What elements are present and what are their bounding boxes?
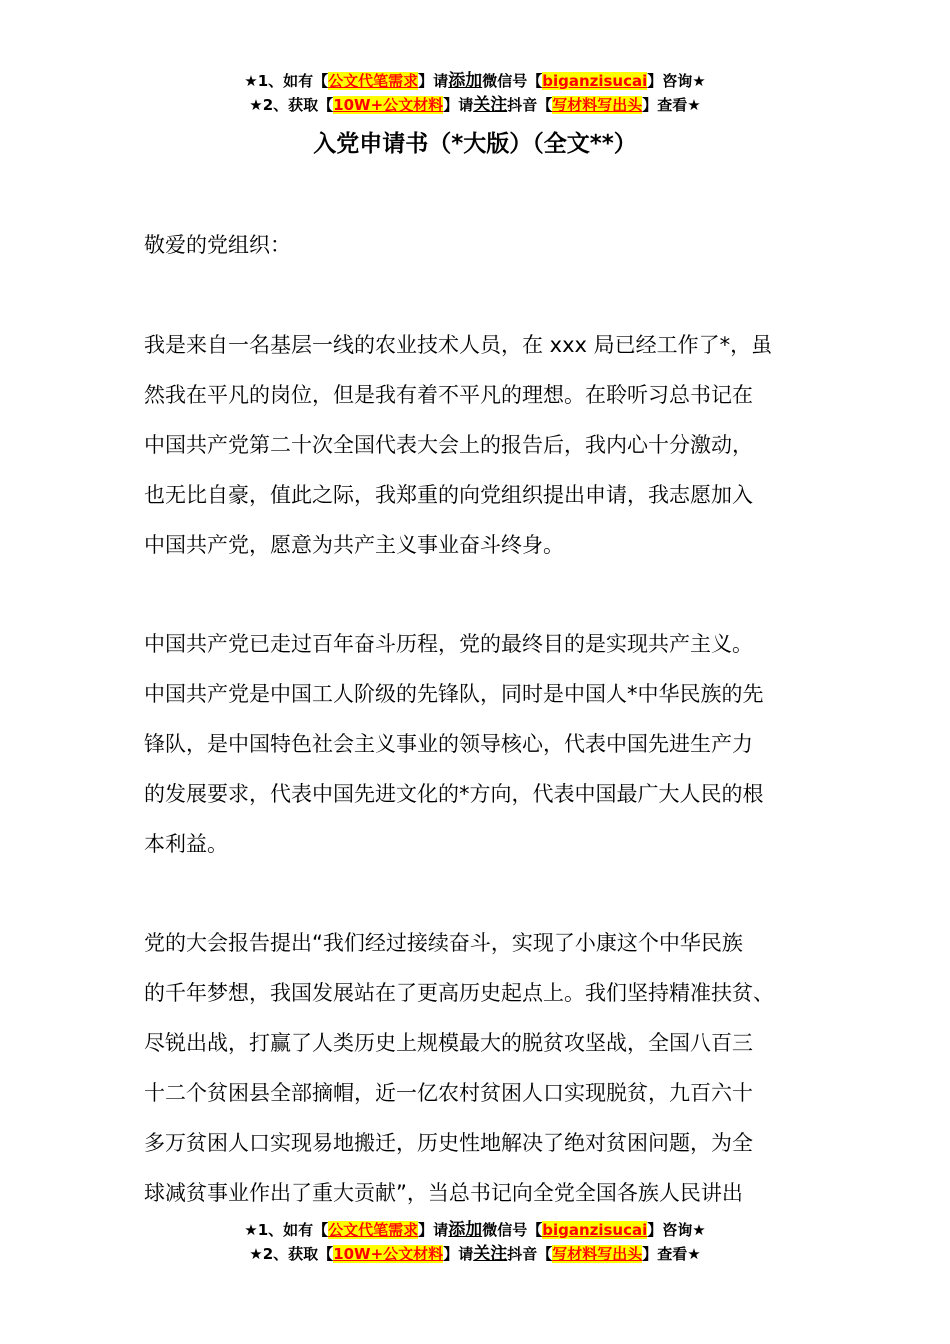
- text-line: 党的大会报告提出“我们经过接续奋斗，实现了小康这个中华民族: [144, 931, 743, 955]
- banner-emphasis: 添加: [448, 1220, 483, 1240]
- banner-line-1: [0, 69, 950, 93]
- star-icon: ★: [244, 72, 258, 90]
- star-icon: ★: [687, 96, 701, 114]
- banner-text: 】咨询: [647, 72, 693, 90]
- banner-text: 微信号【: [482, 72, 543, 90]
- paragraph-2: [144, 619, 824, 869]
- star-icon: ★: [692, 1221, 706, 1239]
- banner-text: 2、获取【: [262, 96, 334, 114]
- text-line: 本利益。: [144, 832, 228, 856]
- paragraph-3: [144, 918, 824, 1218]
- banner-wechat-id: biganzisucai: [542, 72, 648, 90]
- document-title: 入党申请书（*大版）（全文**）: [313, 131, 637, 157]
- text-line: 中国共产党第二十次全国代表大会上的报告后，我内心十分激动，: [144, 433, 753, 457]
- salutation-text: 敬爱的党组织：: [144, 233, 291, 257]
- banner-text: 】请: [418, 1221, 449, 1239]
- banner-line-2: [0, 93, 950, 117]
- banner-douyin-id: 写材料写出头: [552, 96, 643, 114]
- banner-text: 1、如有【: [257, 72, 329, 90]
- banner-emphasis: 关注: [473, 95, 508, 115]
- banner-douyin-id: 写材料写出头: [552, 1245, 643, 1263]
- banner-text: 微信号【: [482, 1221, 543, 1239]
- banner-highlight: 10W+公文材料: [333, 96, 444, 114]
- text-line: 我是来自一名基层一线的农业技术人员，在 xxx 局已经工作了*，虽: [144, 333, 773, 357]
- text-line: 也无比自豪，值此之际，我郑重的向党组织提出申请，我志愿加入: [144, 483, 753, 507]
- banner-text: 抖音【: [507, 1245, 553, 1263]
- text-line: 尽锐出战，打赢了人类历史上规模最大的脱贫攻坚战，全国八百三: [144, 1031, 753, 1055]
- banner-text: 2、获取【: [262, 1245, 334, 1263]
- text-line: 多万贫困人口实现易地搬迁，历史性地解决了绝对贫困问题，为全: [144, 1131, 753, 1155]
- text-line: 然我在平凡的岗位，但是我有着不平凡的理想。在聆听习总书记在: [144, 383, 753, 407]
- banner-text: 】请: [443, 96, 474, 114]
- text-line: 锋队，是中国特色社会主义事业的领导核心，代表中国先进生产力: [144, 732, 753, 756]
- text-line: 的千年梦想，我国发展站在了更高历史起点上。我们坚持精准扶贫、: [144, 981, 774, 1005]
- banner-line-2: [0, 1242, 950, 1266]
- banner-text: 】查看: [642, 1245, 688, 1263]
- star-icon: ★: [249, 1245, 263, 1263]
- banner-line-1: [0, 1218, 950, 1242]
- text-line: 中国共产党是中国工人阶级的先锋队，同时是中国人*中华民族的先: [144, 682, 764, 706]
- star-icon: ★: [244, 1221, 258, 1239]
- text-line: 的发展要求，代表中国先进文化的*方向，代表中国最广大人民的根: [144, 782, 764, 806]
- banner-text: 】咨询: [647, 1221, 693, 1239]
- star-icon: ★: [249, 96, 263, 114]
- salutation: [144, 220, 824, 270]
- text-line: 十二个贫困县全部摘帽，近一亿农村贫困人口实现脱贫，九百六十: [144, 1081, 753, 1105]
- footer-banner: [0, 1218, 950, 1266]
- banner-highlight: 公文代笔需求: [328, 72, 419, 90]
- header-banner: [0, 69, 950, 117]
- banner-highlight: 公文代笔需求: [328, 1221, 419, 1239]
- text-line: 中国共产党，愿意为共产主义事业奋斗终身。: [144, 533, 564, 557]
- banner-text: 】请: [418, 72, 449, 90]
- banner-wechat-id: biganzisucai: [542, 1221, 648, 1239]
- banner-highlight: 10W+公文材料: [333, 1245, 444, 1263]
- banner-text: 】查看: [642, 96, 688, 114]
- banner-emphasis: 关注: [473, 1244, 508, 1264]
- star-icon: ★: [692, 72, 706, 90]
- text-line: 球减贫事业作出了重大贡献”，当总书记向全党全国各族人民讲出: [144, 1181, 743, 1205]
- banner-text: 】请: [443, 1245, 474, 1263]
- banner-text: 1、如有【: [257, 1221, 329, 1239]
- text-line: 中国共产党已走过百年奋斗历程，党的最终目的是实现共产主义。: [144, 632, 753, 656]
- banner-text: 抖音【: [507, 96, 553, 114]
- star-icon: ★: [687, 1245, 701, 1263]
- paragraph-1: [144, 320, 824, 570]
- banner-emphasis: 添加: [448, 71, 483, 91]
